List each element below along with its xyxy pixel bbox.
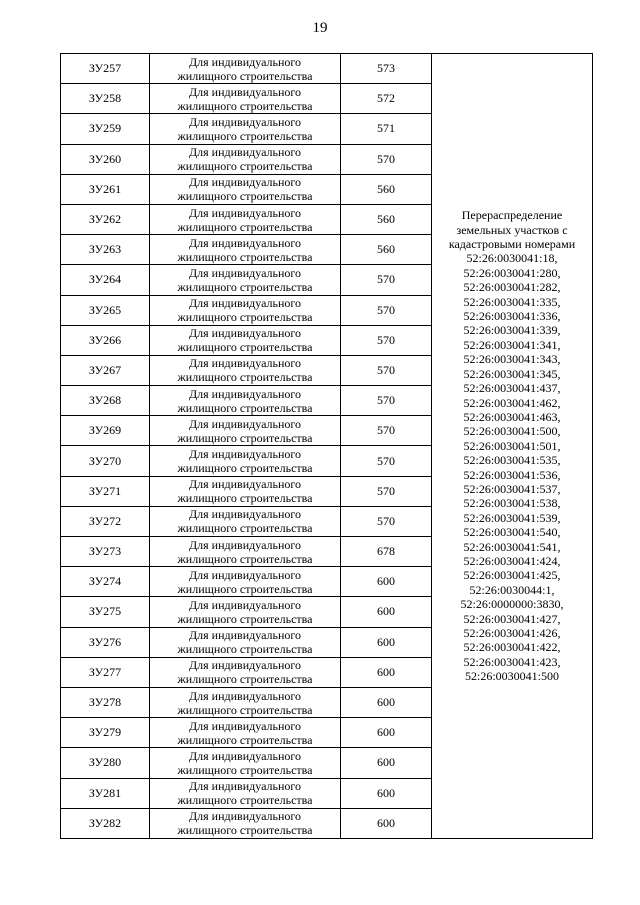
plot-code-cell: ЗУ271 bbox=[61, 476, 150, 506]
formation-method-line: 52:26:0030041:536, bbox=[463, 467, 561, 482]
land-use-line-2: жилищного строительства bbox=[177, 370, 313, 385]
plot-area-cell: 678 bbox=[341, 537, 432, 567]
land-use-line-1: Для индивидуального bbox=[188, 718, 302, 733]
land-use-line-1: Для индивидуального bbox=[188, 628, 302, 643]
formation-method-line: 52:26:0030041:500 bbox=[464, 669, 559, 684]
land-use-line-1: Для индивидуального bbox=[188, 54, 302, 69]
land-use-line-2: жилищного строительства bbox=[177, 310, 313, 325]
plot-area-cell: 570 bbox=[341, 295, 432, 325]
plot-area-cell: 560 bbox=[341, 235, 432, 265]
formation-method-line: 52:26:0030041:341, bbox=[463, 337, 561, 352]
formation-method-line: 52:26:0030041:541, bbox=[463, 539, 561, 554]
land-use-line-1: Для индивидуального bbox=[188, 447, 302, 462]
formation-method-line: кадастровыми номерами bbox=[448, 237, 576, 252]
plot-code-cell: ЗУ277 bbox=[61, 657, 150, 687]
land-use-cell bbox=[150, 687, 341, 717]
land-use-line-2: жилищного строительства bbox=[177, 732, 313, 747]
land-use-line-1: Для индивидуального bbox=[188, 597, 302, 612]
formation-method-line: Перераспределение bbox=[461, 208, 563, 223]
formation-method-line: 52:26:0030041:500, bbox=[463, 424, 561, 439]
land-use-line-1: Для индивидуального bbox=[188, 809, 302, 824]
plot-code-cell: ЗУ269 bbox=[61, 416, 150, 446]
plot-code-cell: ЗУ270 bbox=[61, 446, 150, 476]
formation-method-line: 52:26:0030041:336, bbox=[463, 309, 561, 324]
land-use-line-1: Для индивидуального bbox=[188, 84, 302, 99]
land-use-line-2: жилищного строительства bbox=[177, 823, 313, 838]
plot-area-cell: 570 bbox=[341, 144, 432, 174]
formation-method-cell bbox=[432, 54, 593, 839]
formation-method-line: 52:26:0030041:437, bbox=[463, 381, 561, 396]
land-use-cell bbox=[150, 114, 341, 144]
plot-area-cell: 570 bbox=[341, 476, 432, 506]
plot-code-cell: ЗУ259 bbox=[61, 114, 150, 144]
land-use-line-2: жилищного строительства bbox=[177, 642, 313, 657]
formation-method-line: 52:26:0030041:343, bbox=[463, 352, 561, 367]
plot-code-cell: ЗУ260 bbox=[61, 144, 150, 174]
land-plots-table bbox=[60, 53, 593, 839]
land-use-line-1: Для индивидуального bbox=[188, 507, 302, 522]
land-use-line-2: жилищного строительства bbox=[177, 762, 313, 777]
land-use-line-1: Для индивидуального bbox=[188, 235, 302, 250]
plot-area-cell: 570 bbox=[341, 446, 432, 476]
plot-area-cell: 600 bbox=[341, 778, 432, 808]
land-use-cell bbox=[150, 325, 341, 355]
land-use-line-1: Для индивидуального bbox=[188, 114, 302, 129]
plot-code-cell: ЗУ273 bbox=[61, 537, 150, 567]
plot-area-cell: 570 bbox=[341, 416, 432, 446]
land-use-line-2: жилищного строительства bbox=[177, 430, 313, 445]
land-use-cell bbox=[150, 386, 341, 416]
land-use-line-2: жилищного строительства bbox=[177, 551, 313, 566]
plot-area-cell: 600 bbox=[341, 718, 432, 748]
table-body bbox=[61, 54, 593, 839]
plot-area-cell: 570 bbox=[341, 265, 432, 295]
land-use-line-1: Для индивидуального bbox=[188, 658, 302, 673]
land-use-line-1: Для индивидуального bbox=[188, 145, 302, 160]
plot-code-cell: ЗУ272 bbox=[61, 506, 150, 536]
land-use-line-1: Для индивидуального bbox=[188, 296, 302, 311]
plot-code-cell: ЗУ274 bbox=[61, 567, 150, 597]
plot-area-cell: 600 bbox=[341, 627, 432, 657]
formation-method-line: 52:26:0030041:538, bbox=[463, 496, 561, 511]
plot-area-cell: 600 bbox=[341, 687, 432, 717]
land-use-line-2: жилищного строительства bbox=[177, 159, 313, 174]
plot-area-cell: 600 bbox=[341, 597, 432, 627]
land-use-cell bbox=[150, 235, 341, 265]
land-use-line-1: Для индивидуального bbox=[188, 356, 302, 371]
formation-method-line: 52:26:0030041:423, bbox=[463, 654, 561, 669]
land-use-line-2: жилищного строительства bbox=[177, 219, 313, 234]
land-use-cell bbox=[150, 174, 341, 204]
land-use-cell bbox=[150, 476, 341, 506]
land-use-line-2: жилищного строительства bbox=[177, 68, 313, 83]
plot-code-cell: ЗУ265 bbox=[61, 295, 150, 325]
plot-code-cell: ЗУ266 bbox=[61, 325, 150, 355]
land-use-line-1: Для индивидуального bbox=[188, 779, 302, 794]
plot-code-cell: ЗУ258 bbox=[61, 84, 150, 114]
land-use-line-2: жилищного строительства bbox=[177, 249, 313, 264]
formation-method-line: 52:26:0030041:345, bbox=[463, 366, 561, 381]
plot-code-cell: ЗУ278 bbox=[61, 687, 150, 717]
land-use-line-2: жилищного строительства bbox=[177, 461, 313, 476]
land-use-line-2: жилищного строительства bbox=[177, 702, 313, 717]
formation-method-line: 52:26:0030044:1, bbox=[469, 582, 555, 597]
plot-area-cell: 600 bbox=[341, 657, 432, 687]
plot-code-cell: ЗУ275 bbox=[61, 597, 150, 627]
land-use-line-1: Для индивидуального bbox=[188, 537, 302, 552]
land-use-cell bbox=[150, 265, 341, 295]
plot-area-cell: 570 bbox=[341, 325, 432, 355]
land-use-cell bbox=[150, 567, 341, 597]
plot-area-cell: 573 bbox=[341, 54, 432, 84]
land-use-line-1: Для индивидуального bbox=[188, 205, 302, 220]
land-use-cell bbox=[150, 657, 341, 687]
formation-method-line: 52:26:0030041:540, bbox=[463, 525, 561, 540]
plot-code-cell: ЗУ279 bbox=[61, 718, 150, 748]
plot-area-cell: 570 bbox=[341, 355, 432, 385]
formation-method-line: 52:26:0030041:427, bbox=[463, 611, 561, 626]
land-use-cell bbox=[150, 144, 341, 174]
formation-method-line: 52:26:0030041:537, bbox=[463, 481, 561, 496]
land-use-line-2: жилищного строительства bbox=[177, 793, 313, 808]
formation-method-line: 52:26:0030041:426, bbox=[463, 626, 561, 641]
land-use-cell bbox=[150, 597, 341, 627]
plot-area-cell: 572 bbox=[341, 84, 432, 114]
plot-code-cell: ЗУ257 bbox=[61, 54, 150, 84]
plot-code-cell: ЗУ281 bbox=[61, 778, 150, 808]
formation-method-line: земельных участков с bbox=[456, 222, 568, 237]
plot-code-cell: ЗУ280 bbox=[61, 748, 150, 778]
land-use-line-2: жилищного строительства bbox=[177, 672, 313, 687]
formation-method-line: 52:26:0030041:535, bbox=[463, 453, 561, 468]
plot-area-cell: 570 bbox=[341, 386, 432, 416]
formation-method-line: 52:26:0030041:425, bbox=[463, 568, 561, 583]
formation-method-line: 52:26:0030041:539, bbox=[463, 510, 561, 525]
land-use-cell bbox=[150, 537, 341, 567]
formation-method-line: 52:26:0030041:422, bbox=[463, 640, 561, 655]
land-use-cell bbox=[150, 718, 341, 748]
land-use-line-2: жилищного строительства bbox=[177, 400, 313, 415]
land-use-cell bbox=[150, 84, 341, 114]
land-use-cell bbox=[150, 446, 341, 476]
land-use-cell bbox=[150, 295, 341, 325]
land-use-line-1: Для индивидуального bbox=[188, 265, 302, 280]
formation-method-line: 52:26:0030041:339, bbox=[463, 323, 561, 338]
land-use-line-1: Для индивидуального bbox=[188, 477, 302, 492]
formation-method-line: 52:26:0030041:501, bbox=[463, 438, 561, 453]
formation-method-line: 52:26:0000000:3830, bbox=[460, 597, 564, 612]
land-use-cell bbox=[150, 506, 341, 536]
page-number: 19 bbox=[312, 20, 328, 36]
land-use-line-1: Для индивидуального bbox=[188, 567, 302, 582]
land-use-line-2: жилищного строительства bbox=[177, 128, 313, 143]
table-row bbox=[61, 54, 593, 84]
land-use-line-2: жилищного строительства bbox=[177, 340, 313, 355]
plot-code-cell: ЗУ267 bbox=[61, 355, 150, 385]
plot-area-cell: 600 bbox=[341, 808, 432, 838]
land-use-line-1: Для индивидуального bbox=[188, 175, 302, 190]
land-use-line-2: жилищного строительства bbox=[177, 279, 313, 294]
plot-code-cell: ЗУ263 bbox=[61, 235, 150, 265]
land-use-line-1: Для индивидуального bbox=[188, 416, 302, 431]
formation-method-line: 52:26:0030041:463, bbox=[463, 409, 561, 424]
plot-code-cell: ЗУ282 bbox=[61, 808, 150, 838]
formation-method-line: 52:26:0030041:18, bbox=[466, 251, 558, 266]
plot-code-cell: ЗУ262 bbox=[61, 204, 150, 234]
land-use-line-2: жилищного строительства bbox=[177, 611, 313, 626]
land-use-line-2: жилищного строительства bbox=[177, 98, 313, 113]
land-use-line-1: Для индивидуального bbox=[188, 688, 302, 703]
land-use-cell bbox=[150, 808, 341, 838]
plot-area-cell: 570 bbox=[341, 506, 432, 536]
plot-code-cell: ЗУ276 bbox=[61, 627, 150, 657]
plot-area-cell: 600 bbox=[341, 748, 432, 778]
plot-code-cell: ЗУ264 bbox=[61, 265, 150, 295]
land-use-line-1: Для индивидуального bbox=[188, 326, 302, 341]
land-use-line-2: жилищного строительства bbox=[177, 581, 313, 596]
plot-area-cell: 600 bbox=[341, 567, 432, 597]
formation-method-line: 52:26:0030041:335, bbox=[463, 294, 561, 309]
land-use-cell bbox=[150, 355, 341, 385]
land-use-cell bbox=[150, 778, 341, 808]
land-use-line-2: жилищного строительства bbox=[177, 521, 313, 536]
land-use-line-1: Для индивидуального bbox=[188, 748, 302, 763]
land-use-cell bbox=[150, 204, 341, 234]
plot-area-cell: 571 bbox=[341, 114, 432, 144]
land-use-line-2: жилищного строительства bbox=[177, 189, 313, 204]
plot-area-cell: 560 bbox=[341, 174, 432, 204]
land-use-cell bbox=[150, 416, 341, 446]
land-use-line-2: жилищного строительства bbox=[177, 491, 313, 506]
land-use-line-1: Для индивидуального bbox=[188, 386, 302, 401]
plot-code-cell: ЗУ261 bbox=[61, 174, 150, 204]
plot-code-cell: ЗУ268 bbox=[61, 386, 150, 416]
formation-method-line: 52:26:0030041:282, bbox=[463, 280, 561, 295]
formation-method-line: 52:26:0030041:424, bbox=[463, 553, 561, 568]
land-use-cell bbox=[150, 627, 341, 657]
formation-method-line: 52:26:0030041:280, bbox=[463, 265, 561, 280]
plot-area-cell: 560 bbox=[341, 204, 432, 234]
land-use-cell bbox=[150, 748, 341, 778]
land-use-cell bbox=[150, 54, 341, 84]
formation-method-line: 52:26:0030041:462, bbox=[463, 395, 561, 410]
